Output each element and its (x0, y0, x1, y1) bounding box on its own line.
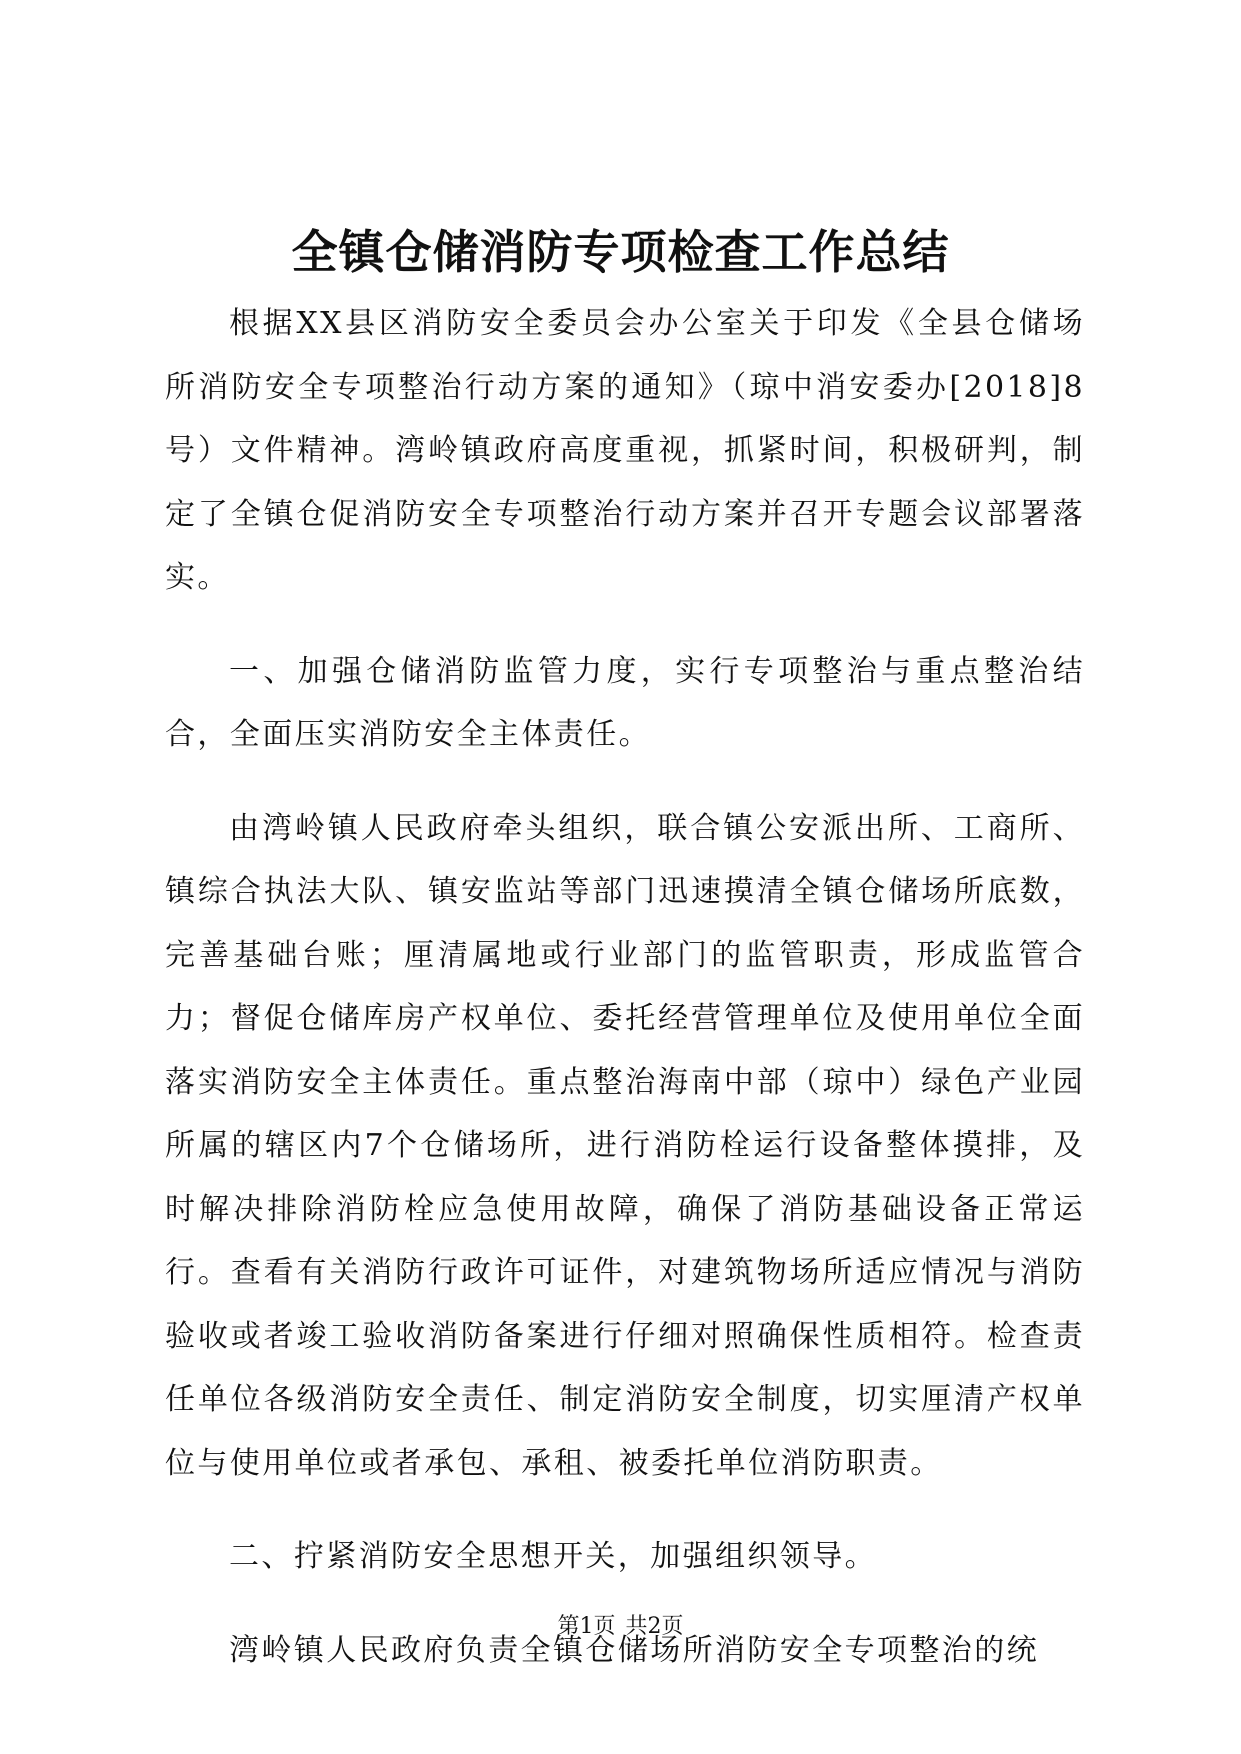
document-title: 全镇仓储消防专项检查工作总结 (291, 225, 950, 279)
page-total: 共2页 (625, 1614, 684, 1639)
document-body (165, 292, 1085, 1712)
paragraph-heading-one: 一、加强仓储消防监管力度，实行专项整治与重点整治结合，全面压实消防安全主体责任。 (165, 653, 1085, 752)
paragraph-heading-two: 二、拧紧消防安全思想开关，加强组织领导。 (229, 1539, 877, 1574)
paragraph-intro: 根据XX县区消防安全委员会办公室关于印发《全县仓储场所消防安全专项整治行动方案的通知》（琼中消安委办[2018]8号）文件精神。湾岭镇政府高度重视，抓紧时间，积极研判，制定了全镇仓促消防安全专项整治行动方案并召开专题会议部署落实。 (165, 306, 1085, 595)
page-number: 第1页 (557, 1614, 616, 1639)
paragraph-section-two-body: 湾岭镇人民政府负责全镇仓储场所消防安全专项整治的统 (229, 1632, 1039, 1668)
paragraph-section-one-body: 由湾岭镇人民政府牵头组织，联合镇公安派出所、工商所、镇综合执法大队、镇安监站等部门迅速摸清全镇仓储场所底数，完善基础台账；厘清属地或行业部门的监管职责，形成监管合力；督促仓储库房产权单位、委托经营管理单位及使用单位全面落实消防安全主体责任。重点整治海南中部（琼中）绿色产业园所属的辖区内7个仓储场所，进行消防栓运行设备整体摸排，及时解决排除消防栓应急使用故障，确保了消防基础设备正常运行。查看有关消防行政许可证件，对建筑物场所适应情况与消防验收或者竣工验收消防备案进行仔细对照确保性质相符。检查责任单位各级消防安全责任、制定消防安全制度，切实厘清产权单位与使用单位或者承包、承租、被委托单位消防职责。 (165, 810, 1085, 1481)
page-footer (0, 1612, 1241, 1642)
